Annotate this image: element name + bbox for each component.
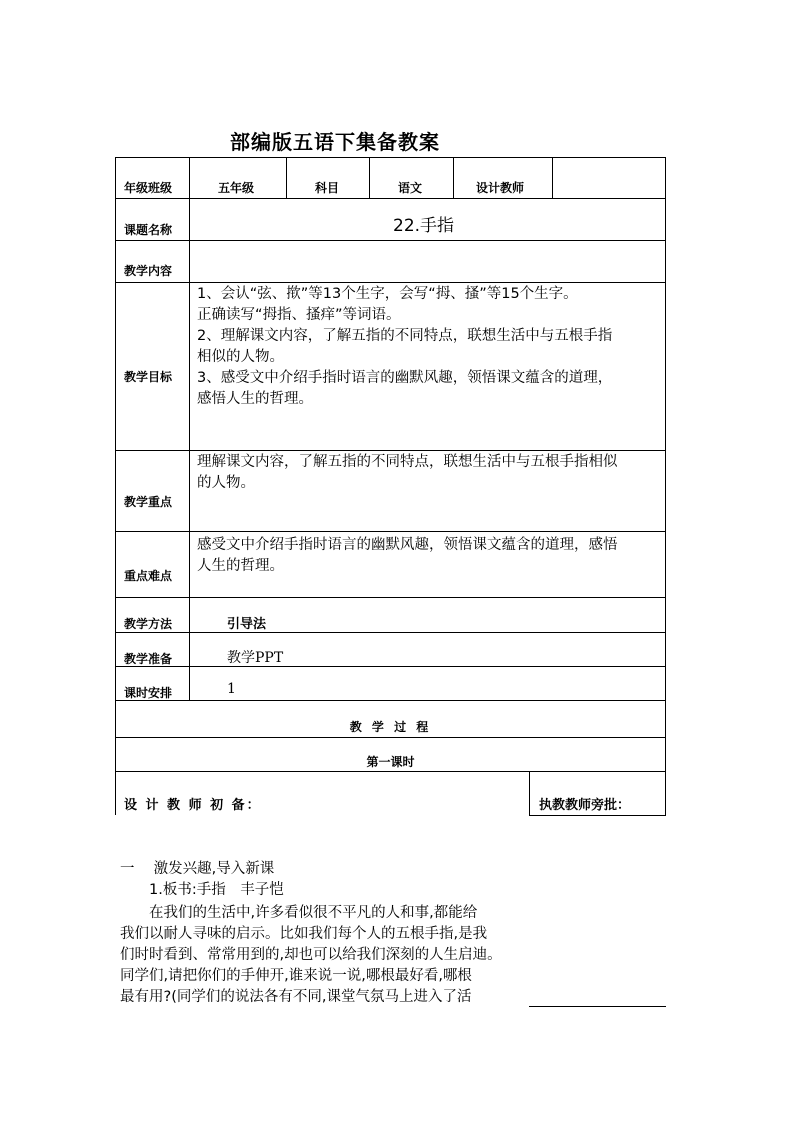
body-line: 我们以耐人寻味的启示。比如我们每个人的五根手指,是我 [120, 926, 488, 942]
body-line: 在我们的生活中,许多看似很不平凡的人和事,都能给 [120, 905, 478, 921]
difficulty-label: 重点难点 [124, 569, 173, 583]
goals-text [197, 284, 662, 410]
review-column-bottom [529, 1006, 666, 1007]
body-line: 们时时看到、常常用到的,却也可以给我们深刻的人生启迪。 [120, 947, 502, 963]
col-divider [369, 157, 370, 198]
designer-label: 设计教师 [476, 181, 525, 195]
review-divider [529, 771, 530, 815]
col-divider [552, 157, 553, 198]
goals-line: 感悟人生的哲理。 [197, 391, 313, 407]
row-divider [115, 632, 666, 633]
row-divider [115, 282, 666, 283]
body-line: 最有用?(同学们的说法各有不同,课堂气氛马上进入了活 [120, 989, 472, 1005]
subject-label: 科目 [315, 181, 340, 195]
table-border-right [665, 157, 666, 815]
prep-value: 教学PPT [227, 650, 284, 666]
row-divider [115, 240, 666, 241]
hours-label: 课时安排 [124, 686, 173, 700]
row-divider [115, 597, 666, 598]
col-divider [286, 157, 287, 198]
goals-line: 2、理解课文内容，了解五指的不同特点，联想生活中与五根手指 [197, 328, 613, 344]
topic-label: 课题名称 [124, 223, 173, 237]
row-divider [115, 450, 666, 451]
goals-line: 正确读写“拇指、搔痒”等词语。 [197, 307, 401, 323]
period-header: 第一课时 [366, 755, 415, 769]
row-divider [115, 737, 666, 738]
document-title: 部编版五语下集备教案 [230, 130, 440, 154]
body-line: 1.板书:手指 丰子恺 [120, 882, 284, 898]
prep-label: 教学准备 [124, 652, 173, 666]
review-label: 执教教师旁批： [539, 798, 631, 813]
label-column-divider [189, 157, 190, 700]
difficulty-text [197, 535, 662, 577]
goals-line: 1、会认“弦、揿”等13个生字，会写“拇、搔”等15个生字。 [197, 286, 578, 302]
goals-label: 教学目标 [124, 370, 173, 384]
table-border-left [115, 157, 116, 815]
subject-value: 语文 [398, 181, 423, 195]
body-line: 同学们,请把你们的手伸开,谁来说一说,哪根最好看,哪根 [120, 968, 472, 984]
key-line: 的人物。 [197, 475, 255, 491]
key-text [197, 452, 662, 494]
row-divider [115, 531, 666, 532]
col-divider [453, 157, 454, 198]
table-border-top [115, 157, 666, 158]
goals-line: 3、感受文中介绍手指时语言的幽默风趣，领悟课文蕴含的道理， [197, 370, 613, 386]
design-note-label: 设 计 教 师 初 备： [124, 798, 262, 813]
difficulty-line: 人生的哲理。 [197, 558, 284, 574]
method-label: 教学方法 [124, 617, 173, 631]
hours-value: 1 [227, 681, 236, 697]
content-label: 教学内容 [124, 264, 173, 278]
row-divider [115, 771, 666, 772]
difficulty-line: 感受文中介绍手指时语言的幽默风趣，领悟课文蕴含的道理，感悟 [197, 537, 618, 553]
grade-label: 年级班级 [124, 181, 173, 195]
body-line: 一 激发兴趣,导入新课 [120, 861, 275, 877]
method-value: 引导法 [227, 617, 267, 632]
key-label: 教学重点 [124, 495, 173, 509]
key-line: 理解课文内容，了解五指的不同特点，联想生活中与五根手指相似 [197, 454, 618, 470]
row-divider [115, 700, 666, 701]
review-cell-bottom [529, 815, 666, 816]
process-header: 教 学 过 程 [349, 720, 432, 734]
row-divider [115, 666, 666, 667]
goals-line: 相似的人物。 [197, 349, 284, 365]
grade-value: 五年级 [218, 181, 255, 195]
row-divider [115, 198, 666, 199]
topic-value: 22.手指 [393, 216, 455, 236]
